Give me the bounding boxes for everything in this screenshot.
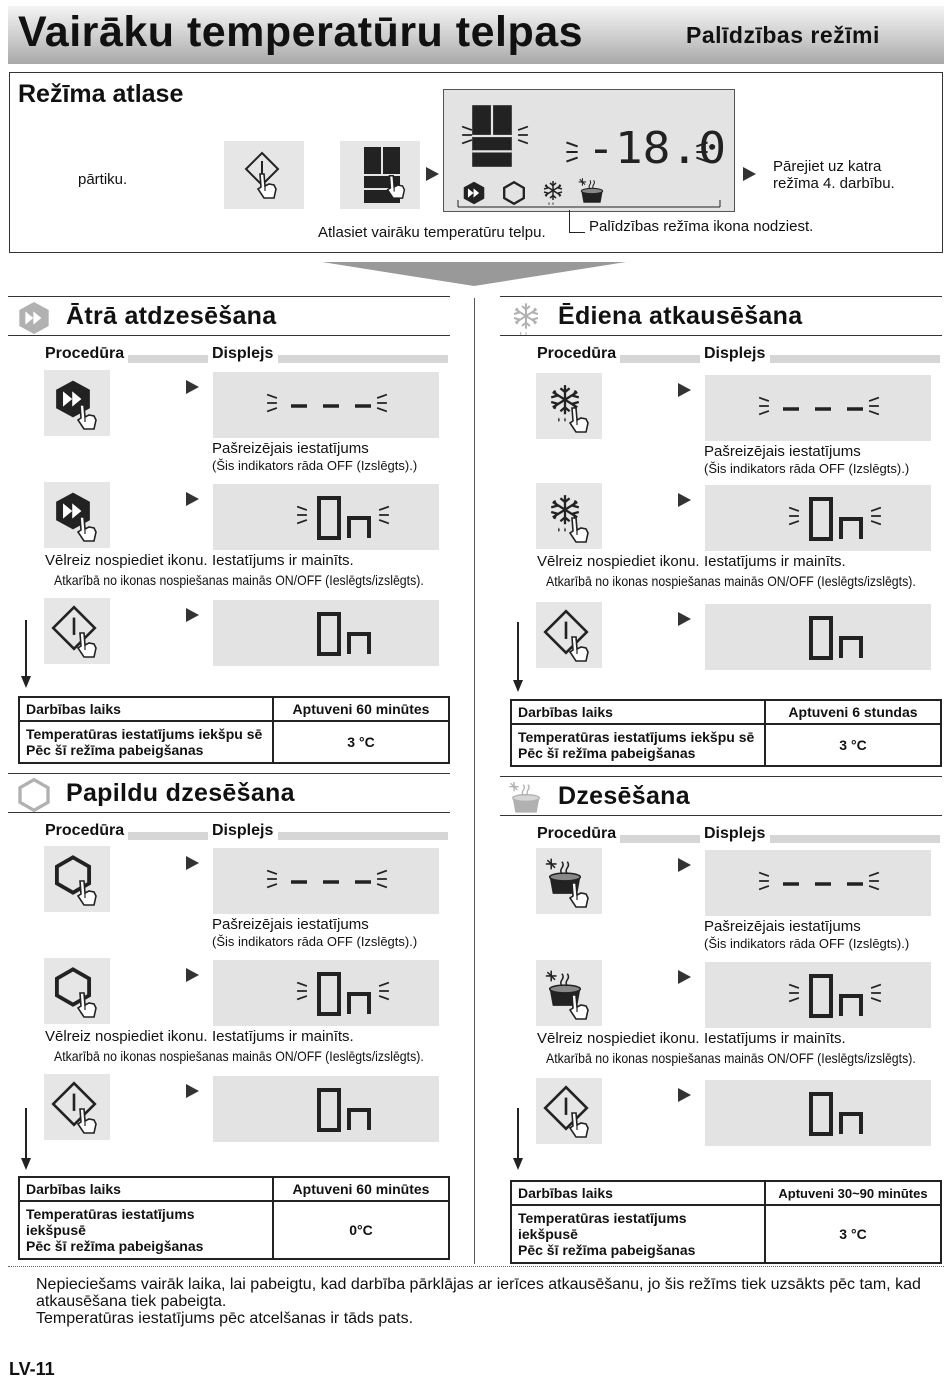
step-1-display [705, 850, 931, 916]
arrow-right-icon [678, 970, 691, 984]
footer-notes [36, 1276, 936, 1327]
section-title: Ēdiena atkausēšana [558, 302, 803, 330]
current-setting-label: Pašreizējais iestatījums [212, 916, 369, 933]
step-1-display [705, 375, 931, 441]
lcd-graphic [705, 485, 931, 551]
table-row [511, 1205, 941, 1263]
time-value-cell: Aptuveni 60 minūtes [273, 697, 449, 721]
section-title: Ātrā atdzesēšana [66, 302, 277, 330]
caption-icon-off: Palīdzības režīma ikona nodziest. [589, 218, 814, 235]
setting-changed-label: Iestatījums ir mainīts. [704, 553, 846, 570]
column-bar [770, 355, 940, 363]
fridge-compartment-illustration [340, 141, 420, 209]
mode-select-title: Režīma atlase [18, 80, 184, 108]
time-label-cell: Darbības laiks [511, 1181, 765, 1205]
step-3-button-illustration [536, 1078, 602, 1144]
mode-select-right-text-2: režīma 4. darbību. [773, 175, 895, 192]
callout-line [569, 210, 570, 232]
section-bottom-line [8, 335, 450, 336]
section-mode-icon [14, 775, 54, 815]
temperature-readout: -18.0 [587, 123, 727, 174]
lcd-graphic [705, 1080, 931, 1146]
column-bar [278, 832, 448, 840]
defrost-icon [506, 298, 546, 338]
down-arrow-line [25, 620, 27, 678]
press-again-label: Vēlreiz nospiediet ikonu. [45, 552, 208, 569]
temp-label-line: Temperatūras iestatījums [518, 1210, 687, 1226]
arrow-right-icon [678, 612, 691, 626]
section-bottom-line [500, 815, 942, 816]
arrow-down-icon [21, 1158, 31, 1170]
table-row [19, 721, 449, 763]
footer-divider [8, 1266, 944, 1267]
step-3-button-illustration [44, 598, 110, 664]
arrow-right-icon [678, 383, 691, 397]
arrow-right-icon [186, 608, 199, 622]
time-value-cell: Aptuveni 30~90 minūtes [765, 1181, 941, 1205]
setting-changed-label: Iestatījums ir mainīts. [212, 552, 354, 569]
temp-label-cell [511, 1205, 765, 1263]
section-top-line [8, 773, 450, 774]
temp-value-cell: 3 °C [765, 1205, 941, 1263]
temp-label-cell: Temperatūras iestatījums iekšpu sē Pēc šī režīma pabeigšanas [511, 724, 765, 766]
mode-info-table [18, 696, 450, 764]
step-1-button-illustration [536, 848, 602, 914]
callout-line [569, 232, 585, 233]
temp-label-line: Temperatūras iestatījums [26, 1206, 195, 1222]
step-3-display [213, 600, 439, 666]
column-header-procedure: Procedūra [45, 345, 125, 362]
table-row [511, 1181, 941, 1205]
section-title: Papildu dzesēšana [66, 779, 295, 807]
arrow-right-icon [678, 1088, 691, 1102]
section-title: Dzesēšana [558, 782, 690, 810]
lcd-graphic [705, 604, 931, 670]
current-setting-label: Pašreizējais iestatījums [704, 443, 861, 460]
arrow-right-icon [743, 167, 756, 181]
step-3-display [705, 1080, 931, 1146]
off-indicator-note: (Šis indikators rāda OFF (Izslēgts).) [212, 458, 418, 473]
toggle-note: Atkarībā no ikonas nospiešanas mainās ON/OFF (Ieslēgts/izslēgts). [546, 573, 916, 589]
arrow-down-icon [513, 1158, 523, 1170]
temp-label-line: Pēc šī režīma pabeigšanas [518, 1242, 696, 1258]
down-arrow-line [517, 622, 519, 682]
section-mode-icon [506, 778, 546, 818]
snow-icon [536, 483, 602, 549]
time-label-cell: Darbības laiks [19, 697, 273, 721]
setting-changed-label: Iestatījums ir mainīts. [704, 1030, 846, 1047]
step-3-button-illustration [536, 602, 602, 668]
lcd-graphic [213, 372, 439, 438]
arrow-right-icon [678, 858, 691, 872]
column-header-display: Displejs [212, 822, 274, 839]
temp-value-cell: 0°C [273, 1201, 449, 1259]
section-bottom-line [500, 335, 942, 336]
lcd-graphic [705, 375, 931, 441]
select-icon [224, 141, 304, 209]
off-indicator-note: (Šis indikators rāda OFF (Izslēgts).) [212, 934, 418, 949]
press-again-label: Vēlreiz nospiediet ikonu. [537, 553, 700, 570]
time-value-cell: Aptuveni 60 minūtes [273, 1177, 449, 1201]
extra-cool-icon [14, 775, 54, 815]
section-top-line [500, 776, 942, 777]
toggle-note: Atkarībā no ikonas nospiešanas mainās ON/OFF (Ieslēgts/izslēgts). [546, 1050, 916, 1066]
time-value-cell: Aptuveni 6 stundas [765, 700, 941, 724]
arrow-right-icon [426, 167, 439, 181]
arrow-right-icon [186, 1084, 199, 1098]
lcd-graphic [213, 960, 439, 1026]
press-again-label: Vēlreiz nospiediet ikonu. [537, 1030, 700, 1047]
select-icon [44, 598, 110, 664]
lcd-graphic [213, 484, 439, 550]
step-1-display [213, 372, 439, 438]
arrow-right-icon [186, 380, 199, 394]
table-row [511, 724, 941, 766]
setting-changed-label: Iestatījums ir mainīts. [212, 1028, 354, 1045]
step-2-button-illustration [44, 482, 110, 548]
footer-note-2: Temperatūras iestatījums pēc atcelšanas ir tāds pats. [36, 1310, 414, 1327]
pot-cool-icon [506, 778, 546, 818]
lcd-graphic [213, 600, 439, 666]
arrow-right-icon [186, 856, 199, 870]
step-2-display [705, 962, 931, 1028]
step-2-display [705, 485, 931, 551]
section-mode-icon [506, 298, 546, 338]
step-3-display [213, 1076, 439, 1142]
snow-icon [536, 373, 602, 439]
select-icon [44, 1074, 110, 1140]
column-bar [128, 355, 208, 363]
lcd-graphic [213, 1076, 439, 1142]
lcd-graphic [213, 848, 439, 914]
column-bar [770, 835, 940, 843]
page-subtitle: Palīdzības režīmi [686, 22, 880, 48]
column-bar [620, 355, 700, 363]
footer-note-1: Nepieciešams vairāk laika, lai pabeigtu, kad darbība pārklājas ar ierīces atkausēšanu, jo šis režīms tiek uzsākts pēc tam, kad atkausēšana tiek pabeigta. [36, 1276, 921, 1310]
time-label-cell: Darbības laiks [19, 1177, 273, 1201]
pot-icon [536, 960, 602, 1026]
section-top-line [500, 296, 942, 297]
section-mode-icon [14, 298, 54, 338]
current-setting-label: Pašreizējais iestatījums [704, 918, 861, 935]
step-1-button-illustration [44, 370, 110, 436]
table-row [19, 697, 449, 721]
temp-value-cell: 3 °C [765, 724, 941, 766]
table-row [19, 1177, 449, 1201]
temp-label-cell [19, 1201, 273, 1259]
toggle-note: Atkarībā no ikonas nospiešanas mainās ON/OFF (Ieslēgts/izslēgts). [54, 572, 424, 588]
current-setting-label: Pašreizējais iestatījums [212, 440, 369, 457]
hex-icon [44, 846, 110, 912]
step-1-button-illustration [536, 373, 602, 439]
funnel-arrow [322, 262, 626, 286]
page-number: LV-11 [9, 1359, 55, 1379]
time-label-cell: Darbības laiks [511, 700, 765, 724]
temp-label-line: iekšpusē [26, 1222, 86, 1238]
arrow-right-icon [678, 493, 691, 507]
select-icon [536, 602, 602, 668]
column-bar [620, 835, 700, 843]
column-header-display: Displejs [212, 345, 274, 362]
lcd-graphic [705, 850, 931, 916]
column-header-display: Displejs [704, 825, 766, 842]
mode-info-table [510, 699, 942, 767]
column-header-procedure: Procedūra [45, 822, 125, 839]
step-2-button-illustration [536, 960, 602, 1026]
mode-select-left-text: pārtiku. [78, 171, 128, 188]
temp-label-line: Pēc šī režīma pabeigšanas [26, 1238, 204, 1254]
column-header-display: Displejs [704, 345, 766, 362]
hex-icon [44, 958, 110, 1024]
select-icon [536, 1078, 602, 1144]
step-1-button-illustration [44, 846, 110, 912]
pot-icon [536, 848, 602, 914]
step-2-button-illustration [44, 958, 110, 1024]
mode-info-table [510, 1180, 942, 1264]
section-bottom-line [8, 812, 450, 813]
page-title: Vairāku temperatūru telpas [18, 8, 584, 56]
arrow-right-icon [186, 492, 199, 506]
lcd-graphic [705, 962, 931, 1028]
column-separator [474, 298, 475, 1264]
column-bar [278, 355, 448, 363]
mode-select-right-text-1: Pārejiet uz katra [773, 158, 882, 175]
step-2-display [213, 960, 439, 1026]
step-1-display [213, 848, 439, 914]
toggle-note: Atkarībā no ikonas nospiešanas mainās ON/OFF (Ieslēgts/izslēgts). [54, 1048, 424, 1064]
caption-select-compartment: Atlasiet vairāku temperatūru telpu. [318, 224, 546, 241]
off-indicator-note: (Šis indikators rāda OFF (Izslēgts).) [704, 461, 910, 476]
temp-label-cell: Temperatūras iestatījums iekšpu sē Pēc šī režīma pabeigšanas [19, 721, 273, 763]
arrow-down-icon [21, 676, 31, 688]
off-indicator-note: (Šis indikators rāda OFF (Izslēgts).) [704, 936, 910, 951]
temp-label-line: iekšpusē [518, 1226, 578, 1242]
fast-icon [44, 370, 110, 436]
column-header-procedure: Procedūra [537, 345, 617, 362]
table-row [511, 700, 941, 724]
down-arrow-line [25, 1108, 27, 1160]
arrow-right-icon [186, 968, 199, 982]
temp-value-cell: 3 °C [273, 721, 449, 763]
fast-cool-icon [14, 298, 54, 338]
press-again-label: Vēlreiz nospiediet ikonu. [45, 1028, 208, 1045]
step-3-display [705, 604, 931, 670]
step-2-display [213, 484, 439, 550]
table-row [19, 1201, 449, 1259]
step-2-button-illustration [536, 483, 602, 549]
column-bar [128, 832, 208, 840]
fridge-icon [340, 141, 420, 209]
fast-icon [44, 482, 110, 548]
select-button-illustration [224, 141, 304, 209]
step-3-button-illustration [44, 1074, 110, 1140]
mode-info-table [18, 1176, 450, 1260]
arrow-down-icon [513, 680, 523, 692]
column-header-procedure: Procedūra [537, 825, 617, 842]
section-top-line [8, 296, 450, 297]
down-arrow-line [517, 1108, 519, 1160]
